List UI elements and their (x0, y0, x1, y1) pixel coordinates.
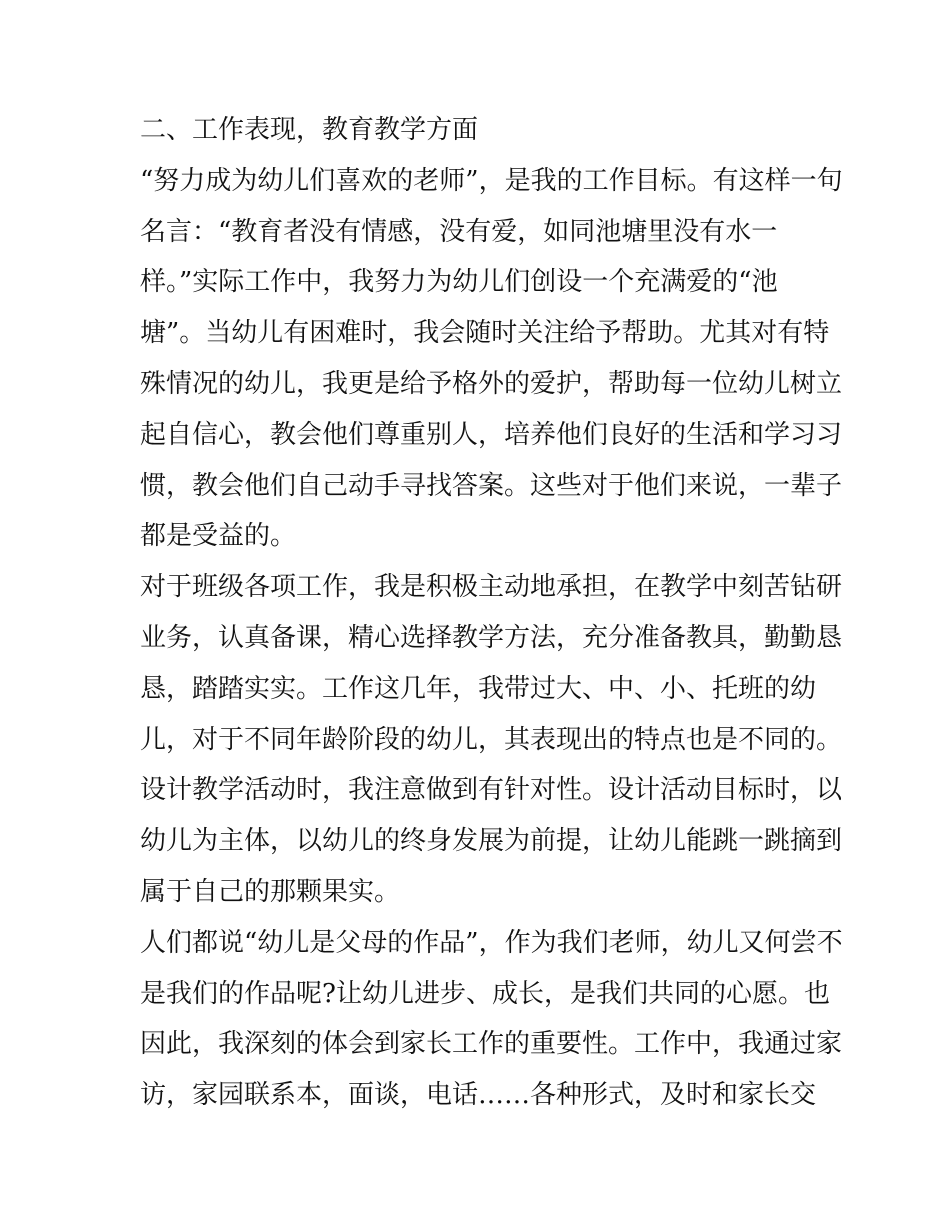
text-line: 殊情况的幼儿，我更是给予格外的爱护，帮助每一位幼儿树立 (140, 368, 843, 399)
text-line: 人们都说“幼儿是父母的作品”，作为我们老师，幼儿又何尝不 (140, 927, 843, 958)
text-line: 幼儿为主体，以幼儿的终身发展为前提，让幼儿能跳一跳摘到 (140, 826, 843, 857)
document-body (140, 105, 843, 1121)
text-line: 业务，认真备课，精心选择教学方法，充分准备教具，勤勤恳 (140, 622, 843, 653)
text-line: 设计教学活动时，我注意做到有针对性。设计活动目标时，以 (140, 775, 843, 806)
text-line: 属于自己的那颗果实。 (140, 876, 401, 907)
text-line: 塘”。当幼儿有困难时，我会随时关注给予帮助。尤其对有特 (140, 318, 830, 349)
text-line: 样。”实际工作中，我努力为幼儿们创设一个充满爱的“池 (140, 267, 778, 298)
text-line: 恳，踏踏实实。工作这几年，我带过大、中、小、托班的幼 (140, 673, 817, 704)
text-line: 名言：“教育者没有情感，没有爱，如同池塘里没有水一 (140, 216, 778, 247)
text-line: 起自信心，教会他们尊重别人，培养他们良好的生活和学习习 (140, 419, 843, 450)
text-line: 因此，我深刻的体会到家长工作的重要性。工作中，我通过家 (140, 1029, 843, 1060)
text-line: 惯，教会他们自己动手寻找答案。这些对于他们来说，一辈子 (140, 470, 843, 501)
section-heading: 二、工作表现，教育教学方面 (140, 115, 479, 145)
text-line: “努力成为幼儿们喜欢的老师”，是我的工作目标。有这样一句 (140, 165, 843, 196)
text-line: 儿，对于不同年龄阶段的幼儿，其表现出的特点也是不同的。 (140, 724, 843, 755)
text-line: 对于班级各项工作，我是积极主动地承担，在教学中刻苦钻研 (140, 572, 843, 603)
text-line: 是我们的作品呢?让幼儿进步、成长，是我们共同的心愿。也 (140, 978, 830, 1009)
text-line: 访，家园联系本，面谈，电话……各种形式，及时和家长交 (140, 1080, 817, 1111)
text-line: 都是受益的。 (140, 521, 297, 552)
